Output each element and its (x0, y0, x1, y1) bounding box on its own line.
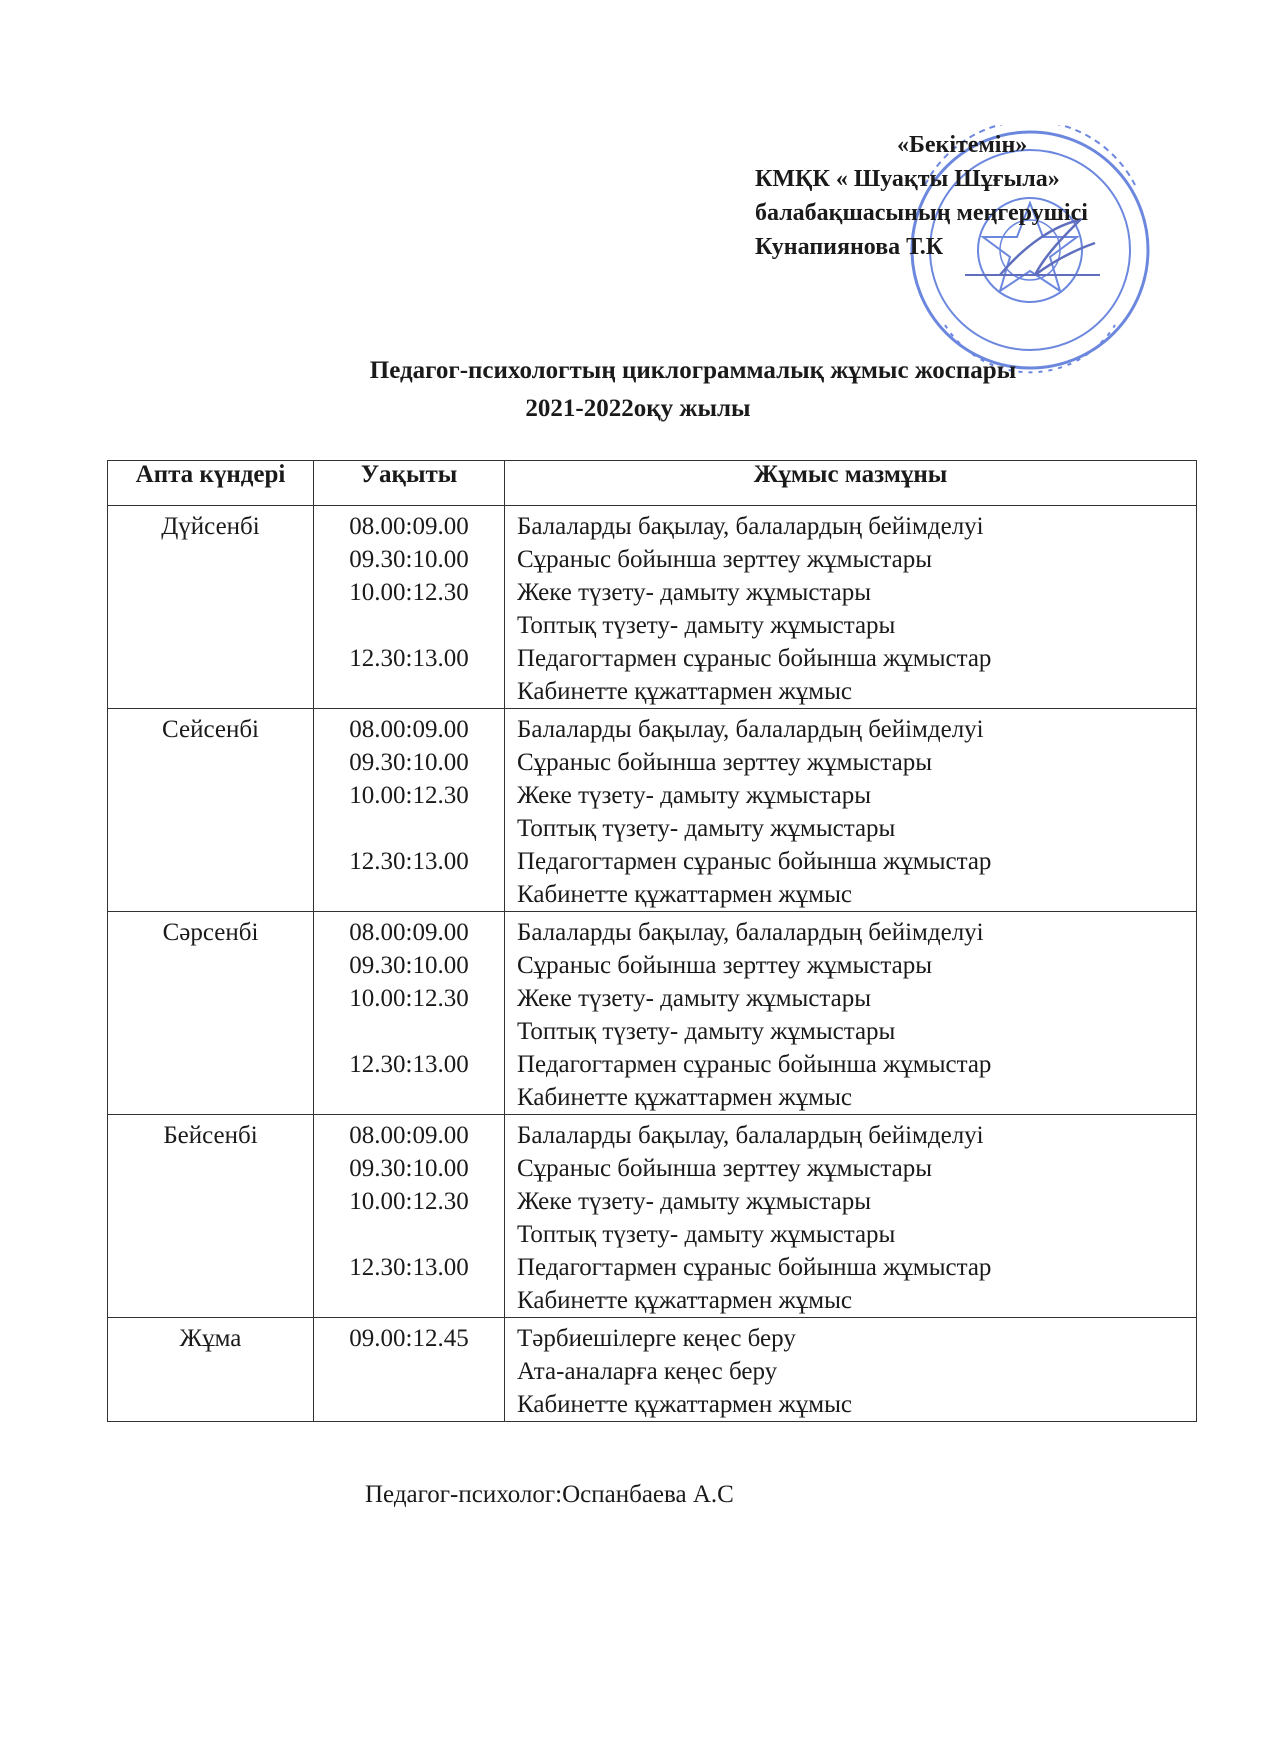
signature-line: Педагог-психолог:Оспанбаева А.С (365, 1481, 734, 1508)
time-gap (315, 1218, 503, 1251)
time-slot: 12.30:13.00 (349, 645, 469, 672)
tasks-cell (505, 506, 1197, 709)
time-slot: 09.30:10.00 (349, 952, 469, 979)
time-slot: 08.00:09.00 (349, 513, 469, 540)
day-cell: Сейсенбі (108, 709, 314, 912)
table-row (108, 1115, 1197, 1318)
day-cell: Жұма (108, 1318, 314, 1422)
task-item: Кабинетте құжаттармен жұмыс (517, 881, 852, 908)
tasks-cell (505, 912, 1197, 1115)
time-slot: 09.30:10.00 (349, 749, 469, 776)
table-row (108, 912, 1197, 1115)
task-item: Сұраныс бойынша зерттеу жұмыстары (517, 1155, 932, 1182)
table-row (108, 506, 1197, 709)
task-item: Педагогтармен сұраныс бойынша жұмыстар (517, 848, 992, 875)
task-item: Сұраныс бойынша зерттеу жұмыстары (517, 749, 932, 776)
task-item: Топтық түзету- дамыту жұмыстары (517, 612, 896, 639)
task-item: Топтық түзету- дамыту жұмыстары (517, 1221, 896, 1248)
approval-block (755, 128, 1175, 264)
document-title (0, 352, 1276, 428)
time-slot: 12.30:13.00 (349, 848, 469, 875)
task-item: Тәрбиешілерге кеңес беру (517, 1325, 796, 1352)
task-item: Жеке түзету- дамыту жұмыстары (517, 782, 872, 809)
task-item: Педагогтармен сұраныс бойынша жұмыстар (517, 1254, 992, 1281)
time-slot: 10.00:12.30 (349, 579, 469, 606)
tasks-cell (505, 1115, 1197, 1318)
task-item: Сұраныс бойынша зерттеу жұмыстары (517, 546, 932, 573)
task-item: Кабинетте құжаттармен жұмыс (517, 678, 852, 705)
task-item: Жеке түзету- дамыту жұмыстары (517, 985, 872, 1012)
time-gap (315, 1015, 503, 1048)
header-content: Жұмыс мазмұны (505, 461, 1197, 506)
time-slot: 08.00:09.00 (349, 919, 469, 946)
task-item: Педагогтармен сұраныс бойынша жұмыстар (517, 1051, 992, 1078)
time-cell (314, 1115, 505, 1318)
time-cell (314, 506, 505, 709)
time-gap (315, 609, 503, 642)
approval-position: балабақшасының меңгерушісі (755, 200, 1088, 226)
task-item: Кабинетте құжаттармен жұмыс (517, 1391, 852, 1418)
day-cell: Бейсенбі (108, 1115, 314, 1318)
table-header-row (108, 461, 1197, 506)
time-slot: 09.30:10.00 (349, 546, 469, 573)
table-row (108, 709, 1197, 912)
task-item: Балаларды бақылау, балалардың бейімделуі (517, 513, 984, 540)
time-slot: 09.00:12.45 (349, 1325, 469, 1352)
task-item: Топтық түзету- дамыту жұмыстары (517, 815, 896, 842)
header-time: Уақыты (314, 461, 505, 506)
header-weekdays: Апта күндері (108, 461, 314, 506)
task-item: Жеке түзету- дамыту жұмыстары (517, 1188, 872, 1215)
task-item: Сұраныс бойынша зерттеу жұмыстары (517, 952, 932, 979)
time-cell (314, 1318, 505, 1422)
task-item: Топтық түзету- дамыту жұмыстары (517, 1018, 896, 1045)
time-slot: 10.00:12.30 (349, 1188, 469, 1215)
time-slot: 09.30:10.00 (349, 1155, 469, 1182)
task-item: Балаларды бақылау, балалардың бейімделуі (517, 1122, 984, 1149)
task-item: Балаларды бақылау, балалардың бейімделуі (517, 919, 984, 946)
time-slot: 10.00:12.30 (349, 985, 469, 1012)
task-item: Ата-аналарға кеңес беру (517, 1358, 778, 1385)
time-slot: 12.30:13.00 (349, 1254, 469, 1281)
time-cell (314, 912, 505, 1115)
task-item: Педагогтармен сұраныс бойынша жұмыстар (517, 645, 992, 672)
task-item: Балаларды бақылау, балалардың бейімделуі (517, 716, 984, 743)
approval-organization: КМҚК « Шуақты Шұғыла» (755, 166, 1060, 192)
approval-name: Кунапиянова Т.К (755, 234, 944, 260)
time-slot: 12.30:13.00 (349, 1051, 469, 1078)
approval-label: «Бекітемін» (897, 132, 1028, 158)
task-item: Жеке түзету- дамыту жұмыстары (517, 579, 872, 606)
time-cell (314, 709, 505, 912)
title-line-1: Педагог-психологтың циклограммалық жұмыс жоспары (369, 357, 1017, 384)
day-cell: Дүйсенбі (108, 506, 314, 709)
title-line-2: 2021-2022оқу жылы (525, 395, 751, 422)
schedule-table (107, 460, 1197, 1422)
day-cell: Сәрсенбі (108, 912, 314, 1115)
time-gap (315, 812, 503, 845)
task-item: Кабинетте құжаттармен жұмыс (517, 1084, 852, 1111)
tasks-cell (505, 709, 1197, 912)
time-slot: 08.00:09.00 (349, 1122, 469, 1149)
time-slot: 10.00:12.30 (349, 782, 469, 809)
table-row (108, 1318, 1197, 1422)
task-item: Кабинетте құжаттармен жұмыс (517, 1287, 852, 1314)
time-slot: 08.00:09.00 (349, 716, 469, 743)
tasks-cell (505, 1318, 1197, 1422)
